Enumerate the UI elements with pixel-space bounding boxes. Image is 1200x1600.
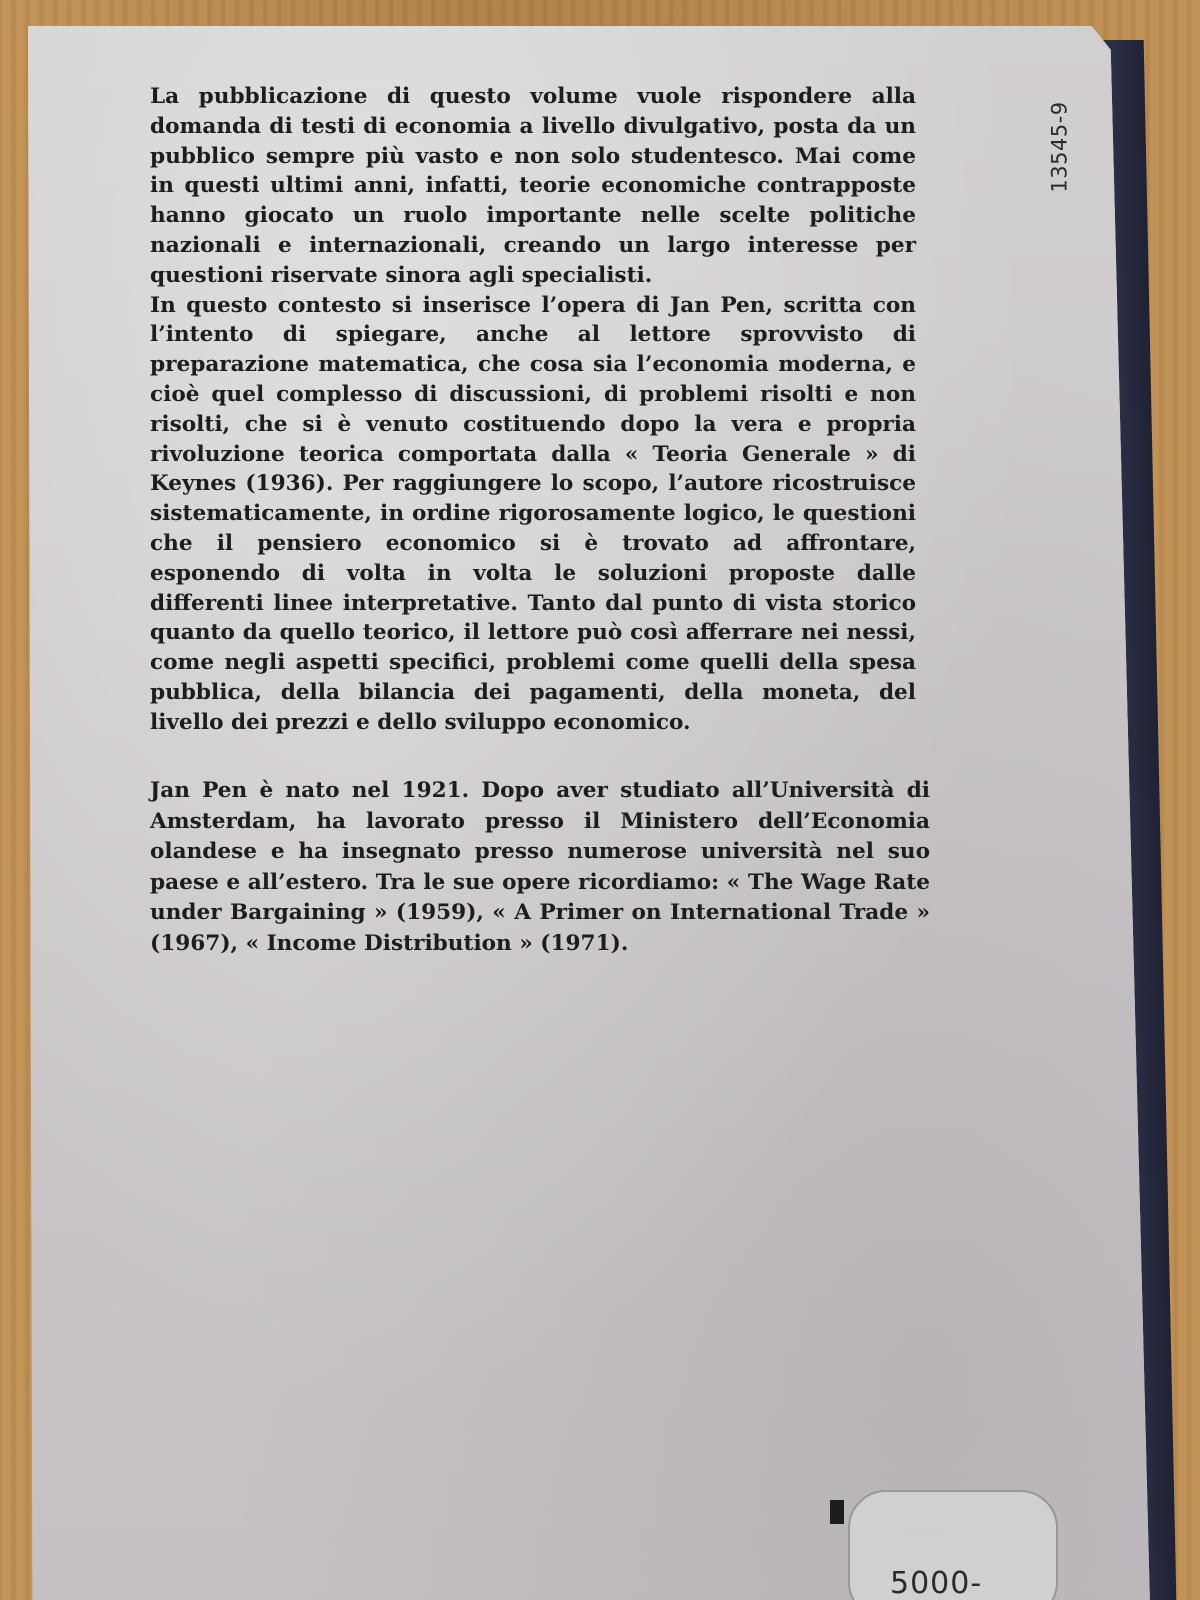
author-bio <box>150 776 930 959</box>
price-label: 5000- <box>890 1566 983 1600</box>
author-bio-paragraph: Jan Pen è nato nel 1921. Dopo aver studiato all’Università di Amsterdam, ha lavorato presso il Ministero dell’Economia olandese e ha insegnato presso numerose università nel suo paese e all’estero. Tra le sue opere ricordiamo: « The Wage Rate under Bargaining » (1959), « A Primer on International Trade » (1967), « Income Distribution » (1971). <box>150 778 930 956</box>
publisher-mark <box>830 1500 844 1524</box>
price-sticker <box>848 1490 1058 1600</box>
catalog-code-text: 13545-9 <box>1048 101 1072 193</box>
blurb-paragraph-1: La pubblicazione di questo volume vuole rispondere alla domanda di testi di economia a livello divulgativo, posta da un pubblico sempre più vasto e non solo studentesco. Mai come in questi ultimi anni, infatti, teorie economiche contrapposte hanno giocato un ruolo importante nelle scelte politiche nazionali e internazionali, creando un largo interesse per questioni riservate sinora agli specialisti. <box>150 84 916 288</box>
catalog-code <box>1030 92 1090 202</box>
blurb-paragraph-2: In questo contesto si inserisce l’opera di Jan Pen, scritta con l’intento di spiegare, anche al lettore sprovvisto di preparazione matematica, che cosa sia l’economia moderna, e cioè quel complesso di discussioni, di problemi risolti e non risolti, che si è venuto costituendo dopo la vera e propria rivoluzione teorica comportata dalla « Teoria Generale » di Keynes (1936). Per raggiungere lo scopo, l’autore ricostruisce sistematicamente, in ordine rigorosamente logico, le questioni che il pensiero economico si è trovato ad affrontare, esponendo di volta in volta le soluzioni proposte dalle differenti linee interpretative. Tanto dal punto di vista storico quanto da quello teorico, il lettore può così afferrare nei nessi, come negli aspetti specifici, problemi come quelli della spesa pubblica, della bilancia dei pagamenti, della moneta, del livello dei prezzi e dello sviluppo economico. <box>150 292 916 735</box>
blurb-text <box>150 82 916 738</box>
